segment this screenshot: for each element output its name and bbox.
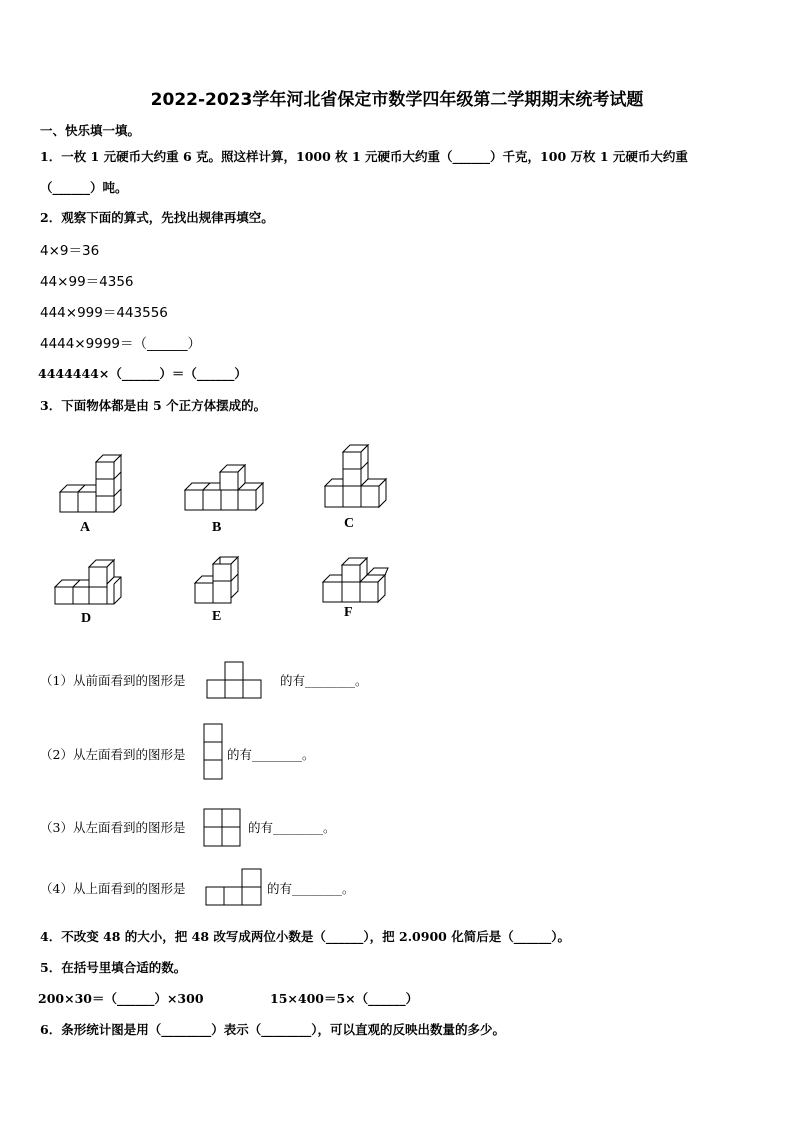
subquestion-4-suffix: 的有________。 (267, 881, 355, 896)
question-2-prompt: 2．观察下面的算式，先找出规律再填空。 (40, 210, 274, 225)
subquestion-3-prefix: （3）从左面看到的图形是 (40, 820, 186, 835)
subquestion-3-suffix: 的有________。 (248, 820, 336, 835)
cube-figure-b (183, 470, 268, 515)
cube-figure-d (53, 563, 128, 608)
equation-2: 44×99＝4356 (40, 274, 134, 290)
figure-label-f: F (344, 605, 353, 620)
view-shape-1 (207, 661, 265, 699)
cube-figure-a (58, 452, 128, 517)
cube-figure-e (193, 556, 248, 606)
subquestion-1-prefix: （1）从前面看到的图形是 (40, 673, 186, 688)
page-title: 2022-2023学年河北省保定市数学四年级第二学期期末统考试题 (150, 90, 644, 110)
question-1-line-2: （______）吨。 (40, 180, 128, 195)
question-6: 6．条形统计图是用（________）表示（________），可以直观的反映出数量的多少。 (40, 1022, 505, 1037)
figure-label-d: D (81, 611, 92, 626)
subquestion-4-prefix: （4）从上面看到的图形是 (40, 881, 186, 896)
view-shape-3 (203, 808, 243, 848)
subquestion-2-prefix: （2）从左面看到的图形是 (40, 747, 186, 762)
cube-figure-f (322, 560, 392, 605)
question-4: 4．不改变 48 的大小，把 48 改写成两位小数是（______），把 2.0900 化简后是（______）。 (40, 929, 570, 944)
subquestion-1-suffix: 的有________。 (280, 673, 368, 688)
subquestion-2-suffix: 的有________。 (227, 747, 315, 762)
equation-5: 4444444×（______）＝（______） (38, 366, 247, 381)
view-shape-2 (203, 723, 225, 781)
question-5-item-a: 200×30＝（______）×300 (38, 991, 204, 1006)
section-heading: 一、快乐填一填。 (40, 123, 141, 138)
figure-label-e: E (212, 609, 222, 624)
equation-4: 4444×9999＝（______） (40, 336, 202, 352)
figure-label-a: A (80, 520, 91, 535)
figure-label-b: B (212, 520, 222, 535)
equation-1: 4×9＝36 (40, 243, 100, 259)
equation-3: 444×999＝443556 (40, 305, 168, 321)
question-1-line-1: 1．一枚 1 元硬币大约重 6 克。照这样计算，1000 枚 1 元硬币大约重（______）千克，100 万枚 1 元硬币大约重 (40, 149, 688, 164)
cube-figure-c (325, 450, 390, 512)
question-5-prompt: 5．在括号里填合适的数。 (40, 960, 187, 975)
question-5-item-b: 15×400＝5×（______） (270, 991, 419, 1006)
figure-label-c: C (344, 516, 355, 531)
view-shape-4 (205, 868, 265, 908)
question-3-prompt: 3．下面物体都是由 5 个正方体摆成的。 (40, 398, 267, 413)
